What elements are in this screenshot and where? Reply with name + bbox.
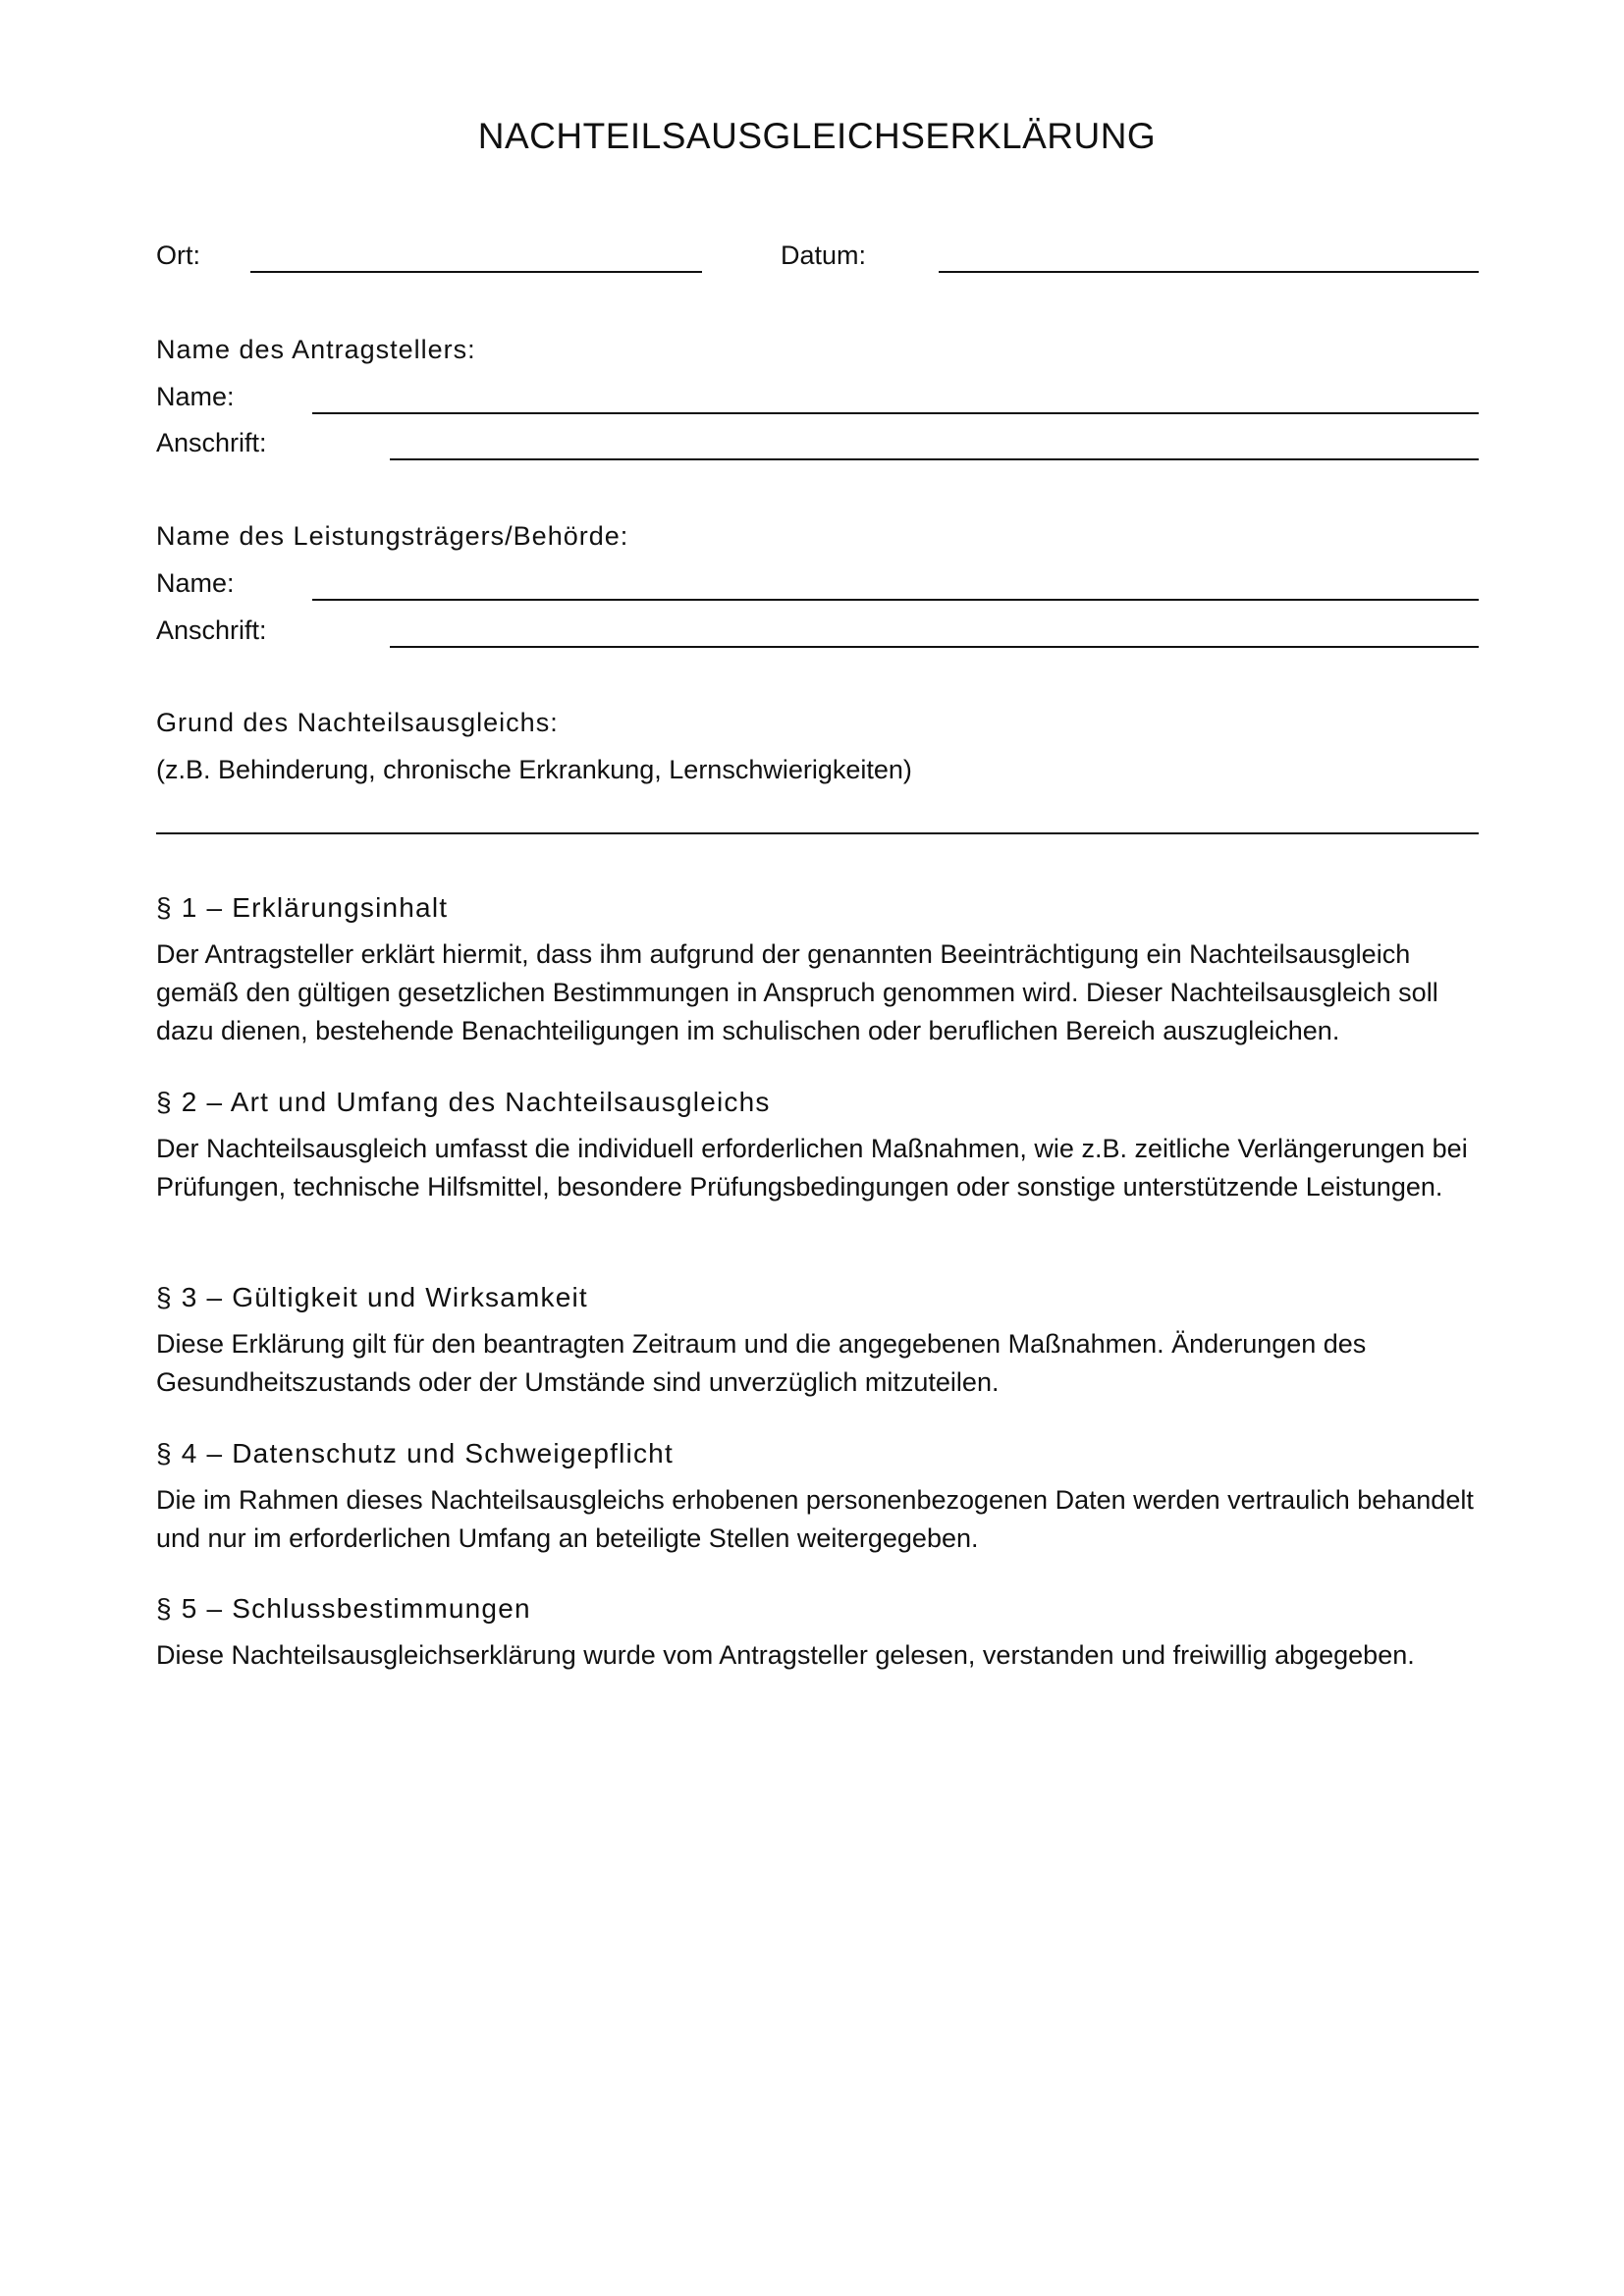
section-2-body: Der Nachteilsausgleich umfasst die individuell erforderlichen Maßnahmen, wie z.B. zeitliche Verlängerungen bei Prüfungen, technische Hilfsmittel, besondere Prüfungsbedingungen oder sonstige unterstützende Leistungen. (156, 1134, 1468, 1201)
ort-label: Ort: (156, 240, 200, 270)
document-page (156, 0, 1478, 2296)
applicant-heading: Name des Antragstellers: (156, 335, 476, 364)
authority-heading: Name des Leistungsträgers/Behörde: (156, 521, 629, 551)
datum-field-line[interactable] (939, 271, 1479, 273)
datum-label: Datum: (781, 240, 867, 270)
ort-field-line[interactable] (250, 271, 702, 273)
authority-address-label: Anschrift: (156, 615, 267, 645)
section-3-title: § 3 – Gültigkeit und Wirksamkeit (156, 1282, 588, 1312)
reason-heading: Grund des Nachteilsausgleichs: (156, 708, 559, 737)
section-1-title: § 1 – Erklärungsinhalt (156, 892, 449, 923)
authority-name-label: Name: (156, 568, 235, 598)
document-title: NACHTEILSAUSGLEICHSERKLÄRUNG (477, 116, 1157, 156)
applicant-name-line[interactable] (312, 412, 1479, 414)
reason-field-line[interactable] (156, 832, 1479, 834)
applicant-name-label: Name: (156, 382, 235, 411)
section-1-body: Der Antragsteller erklärt hiermit, dass ihm aufgrund der genannten Beeinträchtigung ein Nachteilsausgleich gemäß den gültigen gesetzlichen Bestimmungen in Anspruch genommen wird. Dieser Nachteilsausgleich soll dazu dienen, bestehende Benachteiligungen im schulischen oder beruflichen Bereich auszugleichen. (156, 939, 1438, 1045)
section-3-body: Diese Erklärung gilt für den beantragten Zeitraum und die angegebenen Maßnahmen. Änderungen des Gesundheitszustands oder der Umstände sind unverzüglich mitzuteilen. (156, 1329, 1367, 1397)
applicant-address-line[interactable] (390, 458, 1479, 460)
section-5-title: § 5 – Schlussbestimmungen (156, 1593, 531, 1624)
section-2-title: § 2 – Art und Umfang des Nachteilsausgleichs (156, 1087, 771, 1117)
reason-hint: (z.B. Behinderung, chronische Erkrankung, Lernschwierigkeiten) (156, 755, 912, 784)
section-4-title: § 4 – Datenschutz und Schweigepflicht (156, 1438, 674, 1468)
authority-name-line[interactable] (312, 599, 1479, 601)
applicant-address-label: Anschrift: (156, 428, 267, 457)
section-4-body: Die im Rahmen dieses Nachteilsausgleichs erhobenen personenbezogenen Daten werden vertraulich behandelt und nur im erforderlichen Umfang an beteiligte Stellen weitergegeben. (156, 1485, 1474, 1553)
section-5-body: Diese Nachteilsausgleichserklärung wurde vom Antragsteller gelesen, verstanden und freiwillig abgegeben. (156, 1640, 1415, 1670)
authority-address-line[interactable] (390, 646, 1479, 648)
